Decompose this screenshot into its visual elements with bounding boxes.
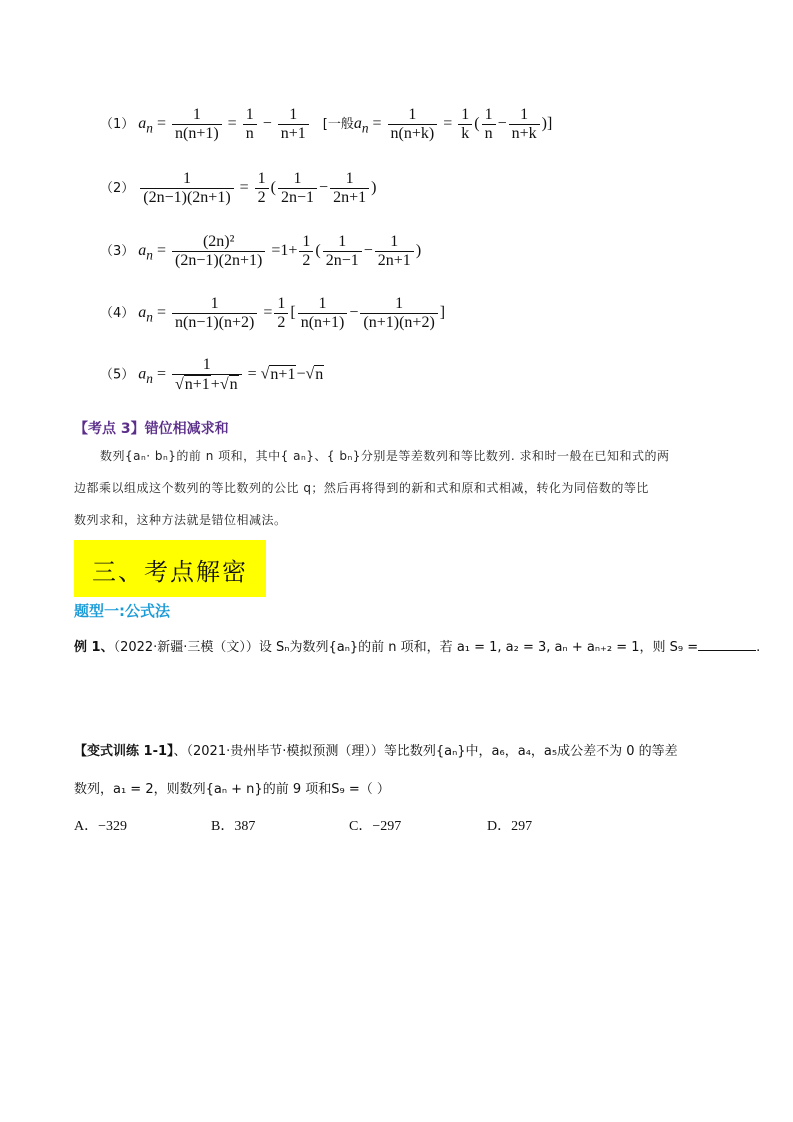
kaodian-3-line: 数列求和，这种方法就是错位相减法。 <box>74 513 287 527</box>
answer-blank[interactable] <box>698 638 756 651</box>
formula-1-lhs: a <box>138 115 147 133</box>
frac-den: n(n+k) <box>388 124 438 143</box>
frac-num: 1 <box>245 106 254 123</box>
frac-den: 2n−1 <box>323 251 362 270</box>
paren: ) <box>371 179 377 197</box>
frac-den: (n+1)(n+2) <box>360 313 437 332</box>
formula-1-frac-c <box>278 106 309 143</box>
formula-4-frac <box>172 295 257 332</box>
frac-den: n+1 <box>278 124 309 143</box>
paren: ) <box>415 242 422 260</box>
frac-num: 1 <box>293 170 302 187</box>
example-1-prefix: 例 1、 <box>74 640 114 655</box>
kaodian-3-line: 数列{aₙ· bₙ}的前 n 项和，其中{ aₙ}、{ bₙ}分别是等差数列和等比数列. 求和时一般在已知和式的两 <box>100 449 670 463</box>
paren: ( <box>270 179 276 197</box>
variant-text-1: 、（2021·贵州毕节·模拟预测（理））等比数列{aₙ}中，a₆，a₄，a₅成公差不为 0 的等差 <box>173 744 678 759</box>
frac-num: 1 <box>461 106 470 123</box>
frac-num: 1 <box>390 233 399 250</box>
paren: ( <box>315 242 321 260</box>
formula-4 <box>100 295 445 332</box>
lhs-sub: n <box>146 247 153 263</box>
formula-3 <box>100 233 421 270</box>
formula-1-eq2: = <box>227 115 237 133</box>
sqrt: n+1 <box>184 376 210 393</box>
formula-3-a <box>323 233 362 270</box>
frac-num: 1 <box>302 233 311 250</box>
eq: = <box>156 365 166 383</box>
eq: = <box>156 242 166 260</box>
paren: ( <box>474 115 480 133</box>
option-d[interactable] <box>487 815 532 835</box>
eq: = <box>156 304 166 322</box>
option-c[interactable] <box>349 815 401 835</box>
frac-num: 1 <box>484 106 493 123</box>
frac-den: 2 <box>274 313 288 332</box>
frac-num: 1 <box>210 295 219 312</box>
frac-den: (2n−1)(2n+1) <box>140 188 233 207</box>
frac-num: 1 <box>395 295 404 312</box>
kaodian-3-line: 边都乘以组成这个数列的等比数列的公比 q；然后再将得到的新和式和原和式相减，转化为同倍数的等比 <box>74 481 649 495</box>
frac-num: 1 <box>192 106 201 123</box>
frac-num: 1 <box>408 106 417 123</box>
frac-den: n+k <box>509 124 540 143</box>
frac-den: 2n−1 <box>278 188 317 207</box>
formula-1-note-eq: = <box>372 115 382 133</box>
frac-den: n <box>482 124 496 143</box>
kaodian-3-body <box>74 440 730 536</box>
formula-1-label: （1） <box>100 117 135 133</box>
bracket: ] <box>439 304 446 322</box>
formula-3-frac <box>172 233 265 270</box>
frac-num: 1 <box>257 170 266 187</box>
formula-1-frac-a <box>172 106 222 143</box>
frac-den: n(n+1) <box>172 124 222 143</box>
minus: − <box>349 304 359 322</box>
frac-den: √n+1+√n <box>172 374 242 394</box>
frac-num: 1 <box>338 233 347 250</box>
lhs: a <box>138 304 147 322</box>
lhs-sub: n <box>146 309 153 325</box>
kaodian-3-title: 【考点 3】错位相减求和 <box>74 421 229 437</box>
formula-2-b <box>330 170 369 207</box>
formula-1-note-f1 <box>482 106 496 143</box>
example-1-end: . <box>756 640 761 655</box>
formula-1-note-frac <box>388 106 438 143</box>
formula-3-half <box>299 233 313 270</box>
frac-den: (2n−1)(2n+1) <box>172 251 265 270</box>
frac-num: 1 <box>277 295 286 312</box>
formula-2-label: （2） <box>100 181 135 197</box>
lhs-sub: n <box>146 370 153 386</box>
eq: = <box>263 304 273 322</box>
frac-num: 1 <box>202 356 211 373</box>
option-key: A． <box>74 819 99 834</box>
lhs: a <box>138 365 147 383</box>
formula-1-eq: = <box>156 115 166 133</box>
minus: − <box>319 179 329 197</box>
frac-num: 1 <box>318 295 327 312</box>
formula-1-note-a: a <box>353 115 362 133</box>
frac-den: n <box>243 124 257 143</box>
formula-1-note-eq2: = <box>443 115 453 133</box>
frac-num: 1 <box>520 106 529 123</box>
minus: − <box>363 242 373 260</box>
formula-5-label: （5） <box>100 367 135 383</box>
formula-1-minus: − <box>262 115 272 133</box>
variant-prefix: 【变式训练 1-1】 <box>74 744 174 759</box>
option-value: −329 <box>98 819 128 834</box>
eq: = <box>247 365 257 383</box>
frac-den: n(n+1) <box>298 313 348 332</box>
sqrt: n <box>315 365 324 383</box>
option-value: 387 <box>234 819 256 834</box>
type-title: 题型一:公式法 <box>74 602 170 620</box>
formula-1-note-f2 <box>509 106 540 143</box>
eq: =1+ <box>271 242 298 260</box>
formula-5: （5） $a_n$ = $\frac{1}{√n+1+√n}$ = √n+1−√n <box>100 356 324 393</box>
option-key: C． <box>349 819 373 834</box>
option-value: −297 <box>372 819 402 834</box>
formula-4-a <box>298 295 348 332</box>
option-a[interactable] <box>74 815 127 835</box>
frac-den: k <box>458 124 472 143</box>
formula-2-frac <box>140 170 233 207</box>
sqrt: n <box>229 376 238 393</box>
option-key: D． <box>487 819 512 834</box>
formula-1-lhs-sub: n <box>146 120 153 136</box>
formula-1-note-sub: n <box>361 120 369 136</box>
frac-num: 1 <box>345 170 354 187</box>
section-banner: 三、考点解密 <box>74 540 266 597</box>
formula-5-frac <box>172 356 242 394</box>
example-1 <box>74 636 760 655</box>
formula-1-frac-b <box>243 106 257 143</box>
option-b[interactable] <box>211 815 255 835</box>
formula-1-note-k <box>458 106 472 143</box>
eq: = <box>239 179 249 197</box>
lhs: a <box>138 242 147 260</box>
formula-2-a <box>278 170 317 207</box>
frac-num: 1 <box>182 170 191 187</box>
frac-num: 1 <box>289 106 298 123</box>
formula-3-b <box>375 233 414 270</box>
option-value: 297 <box>511 819 533 834</box>
sqrt: n+1 <box>270 365 296 383</box>
example-1-text: （2022·新疆·三模（文））设 Sₙ为数列{aₙ}的前 n 项和，若 a₁ = 1, a₂ = 3, aₙ + aₙ₊₂ = 1，则 S₉ = <box>113 640 699 655</box>
formula-3-label: （3） <box>100 244 135 260</box>
formula-4-half <box>274 295 288 332</box>
formula-2-half <box>255 170 269 207</box>
plus: + <box>210 376 220 393</box>
option-key: B． <box>211 819 235 834</box>
frac-num: (2n)² <box>202 233 235 250</box>
frac-den: 2 <box>299 251 313 270</box>
frac-den: 2 <box>255 188 269 207</box>
frac-den: 2n+1 <box>330 188 369 207</box>
variant-line-2: 数列，a₁ = 2，则数列{aₙ + n}的前 9 项和S₉ =（ ） <box>74 782 390 797</box>
variant-line-1 <box>74 740 678 759</box>
formula-4-label: （4） <box>100 306 135 322</box>
bracket: [ <box>290 304 296 322</box>
formula-4-b <box>360 295 437 332</box>
formula-1-note-open: [一般 <box>322 117 354 133</box>
frac-den: 2n+1 <box>375 251 414 270</box>
minus: − <box>497 115 507 133</box>
formula-1 <box>100 106 552 143</box>
minus: − <box>296 365 306 383</box>
formula-2 <box>100 170 376 207</box>
paren: )] <box>541 115 553 133</box>
frac-den: n(n−1)(n+2) <box>172 313 257 332</box>
